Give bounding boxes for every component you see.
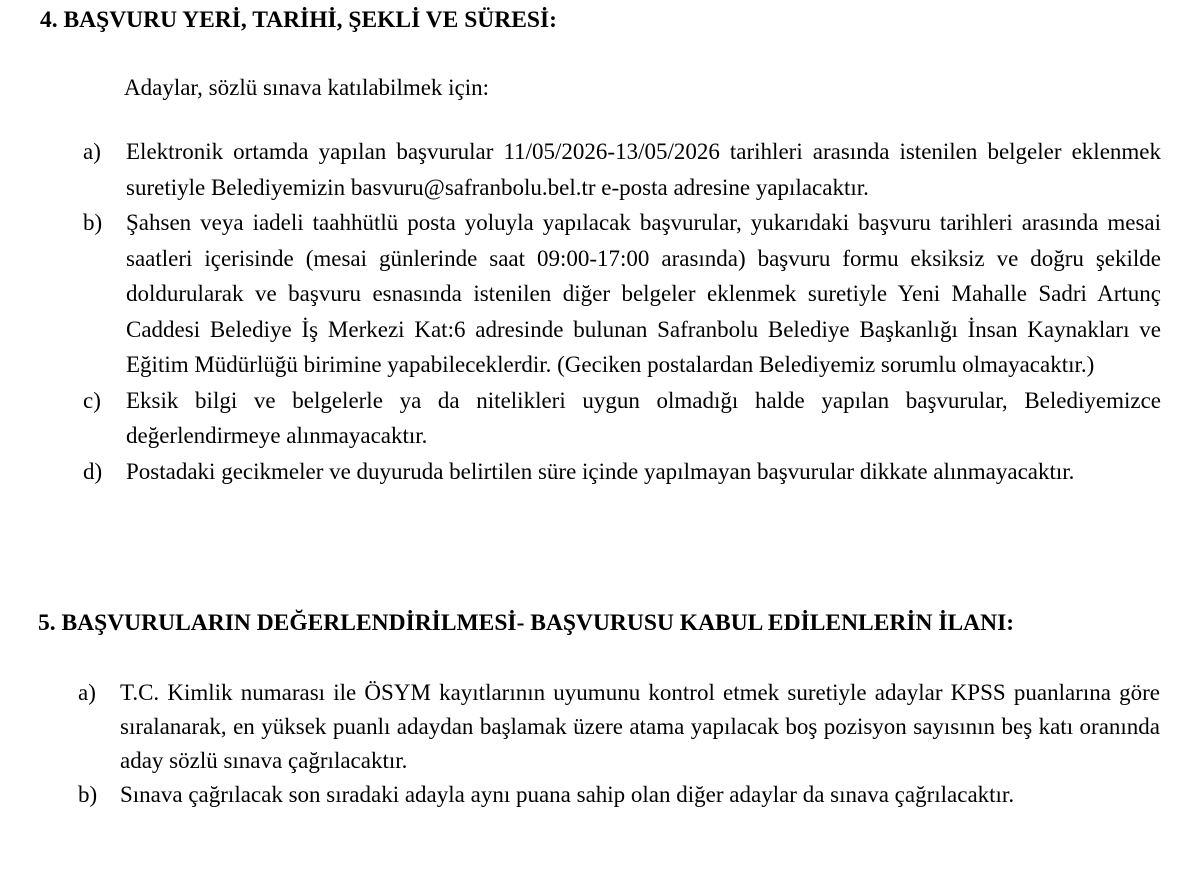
list-item-text: Eksik bilgi ve belgelerle ya da nitelikleri uygun olmadığı halde yapılan başvurular, Belediyemizce değerlendirmeye alınmayacaktır. <box>126 387 1161 448</box>
list-marker: b) <box>83 210 103 235</box>
list-item <box>83 205 1161 383</box>
list-item <box>78 676 1160 778</box>
section-5-heading: 5. BAŞVURULARIN DEĞERLENDİRİLMESİ- BAŞVURUSU KABUL EDİLENLERİN İLANI: <box>38 610 1015 636</box>
list-marker: a) <box>78 680 96 705</box>
list-marker: c) <box>83 387 101 413</box>
section-5-list <box>78 676 1160 812</box>
list-item <box>83 383 1161 454</box>
section-4-intro: Adaylar, sözlü sınava katılabilmek için: <box>124 75 490 100</box>
section-4-list <box>83 134 1161 489</box>
list-item <box>83 134 1161 205</box>
list-item-text: Elektronik ortamda yapılan başvurular 11/05/2026-13/05/2026 tarihleri arasında istenilen belgeler eklenmek suretiyle Belediyemizin basvuru@safranbolu.bel.tr e-posta adresine yapılacaktır. <box>126 139 1161 200</box>
list-marker: b) <box>78 782 98 807</box>
list-item-text: Şahsen veya iadeli taahhütlü posta yoluyla yapılacak başvurular, yukarıdaki başvuru tarihleri arasında mesai saatleri içerisinde (mesai günlerinde saat 09:00-17:00 arasında) başvuru formu eksiksiz ve doğru şekilde doldurularak ve başvuru esnasında istenilen diğer belgeler eklenmek suretiyle Yeni Mahalle Sadri Artunç Caddesi Belediye İş Merkezi Kat:6 adresinde bulunan Safranbolu Belediye Başkanlığı İnsan Kaynakları ve Eğitim Müdürlüğü birimine yapabileceklerdir. (Geciken postalardan Belediyemiz sorumlu olmayacaktır.) <box>126 210 1161 377</box>
list-marker: d) <box>83 458 103 484</box>
list-item-text: Sınava çağrılacak son sıradaki adayla aynı puana sahip olan diğer adaylar da sınava çağrılacaktır. <box>120 782 1015 807</box>
section-4-heading: 4. BAŞVURU YERİ, TARİHİ, ŞEKLİ VE SÜRESİ: <box>40 7 557 33</box>
list-item-text: T.C. Kimlik numarası ile ÖSYM kayıtlarının uyumunu kontrol etmek suretiyle adaylar KPSS puanlarına göre sıralanarak, en yüksek puanlı adaydan başlamak üzere atama yapılacak boş pozisyon sayısının beş katı oranında aday sözlü sınava çağrılacaktır. <box>120 680 1160 773</box>
list-item-text: Postadaki gecikmeler ve duyuruda belirtilen süre içinde yapılmayan başvurular dikkate alınmayacaktır. <box>126 458 1075 484</box>
list-marker: a) <box>83 139 101 164</box>
list-item <box>83 454 1161 490</box>
list-item <box>78 778 1160 812</box>
